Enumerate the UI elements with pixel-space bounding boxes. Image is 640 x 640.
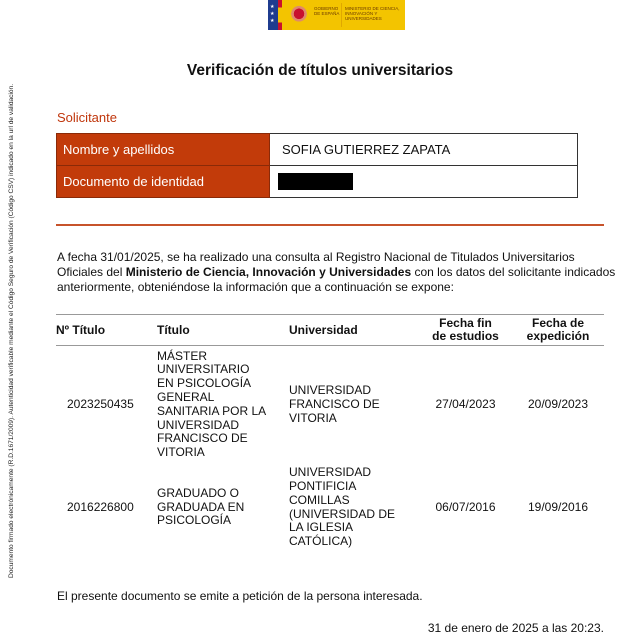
flag-stripe-icon: ★ ★ ★ [268,0,278,30]
page-title: Verificación de títulos universitarios [186,62,454,79]
applicant-name-value: SOFIA GUTIERREZ ZAPATA [270,134,578,166]
applicant-row-name [57,134,578,166]
redaction-box [278,173,353,190]
cell-fecha-expedicion: 20/09/2023 [527,396,589,411]
header-universidad: Universidad [289,315,419,346]
applicant-table [56,133,578,198]
intro-paragraph [57,250,617,295]
cell-titulo: GRADUADO O GRADUADA EN PSICOLOGÍA [157,485,245,528]
header-fecha-fin: Fecha fin de estudios [419,315,512,346]
cell-universidad: UNIVERSIDAD FRANCISCO DE VITORIA [289,383,380,425]
degrees-table [56,314,604,552]
logo-ministerio-text: MINISTERIO DE CIENCIA, INNOVACIÓN Y UNIVERSIDADES [345,6,400,21]
intro-text-2: con los datos del solicitante indicados anteriormente, obteniéndose la información que a continuación se expone: [57,265,616,294]
applicant-key: Documento de identidad [57,166,270,198]
applicant-row-id [57,166,578,198]
table-header-row [56,315,604,346]
applicant-id-value [270,166,578,198]
intro-text-1: A fecha 31/01/2025, se ha realizado una consulta al Registro Nacional de Titulados Universitarios Oficiales del [57,250,575,279]
cell-fecha-fin: 27/04/2023 [435,396,496,411]
cell-numero: 2016226800 [67,499,134,514]
applicant-section-label: Solicitante [57,110,117,125]
coat-of-arms-icon [288,3,310,27]
vertical-signature-note: Documento firmado electrónicamente (R.D.1671/2009). Autenticidad verificable mediante el Código Seguro de Verificación (Código CSV) indicado en la url de validación. [8,83,15,578]
issue-date: 31 de enero de 2025 a las 20:23. [427,621,604,635]
logo-divider [341,3,342,27]
footer-note: El presente documento se emite a petición de la persona interesada. [57,589,423,603]
cell-titulo: MÁSTER UNIVERSITARIO EN PSICOLOGÍA GENERAL SANITARIA POR LA UNIVERSIDAD FRANCISCO DE VITORIA [157,348,266,460]
header-titulo: Título [157,315,289,346]
government-logo [268,0,405,30]
applicant-key: Nombre y apellidos [57,134,270,166]
table-row [56,346,604,464]
section-divider [56,224,604,226]
intro-ministry-bold: Ministerio de Ciencia, Innovación y Universidades [125,265,412,279]
cell-numero: 2023250435 [67,396,134,411]
header-fecha-expedicion: Fecha de expedición [512,315,604,346]
cell-universidad: UNIVERSIDAD PONTIFICIA COMILLAS (UNIVERSIDAD DE LA IGLESIA CATÓLICA) [289,465,396,549]
cell-fecha-fin: 06/07/2016 [435,499,496,514]
cell-fecha-expedicion: 19/09/2016 [527,499,589,514]
header-numero: Nº Título [56,315,157,346]
table-row [56,464,604,552]
logo-gobierno-text: GOBIERNO DE ESPAÑA [314,6,340,16]
